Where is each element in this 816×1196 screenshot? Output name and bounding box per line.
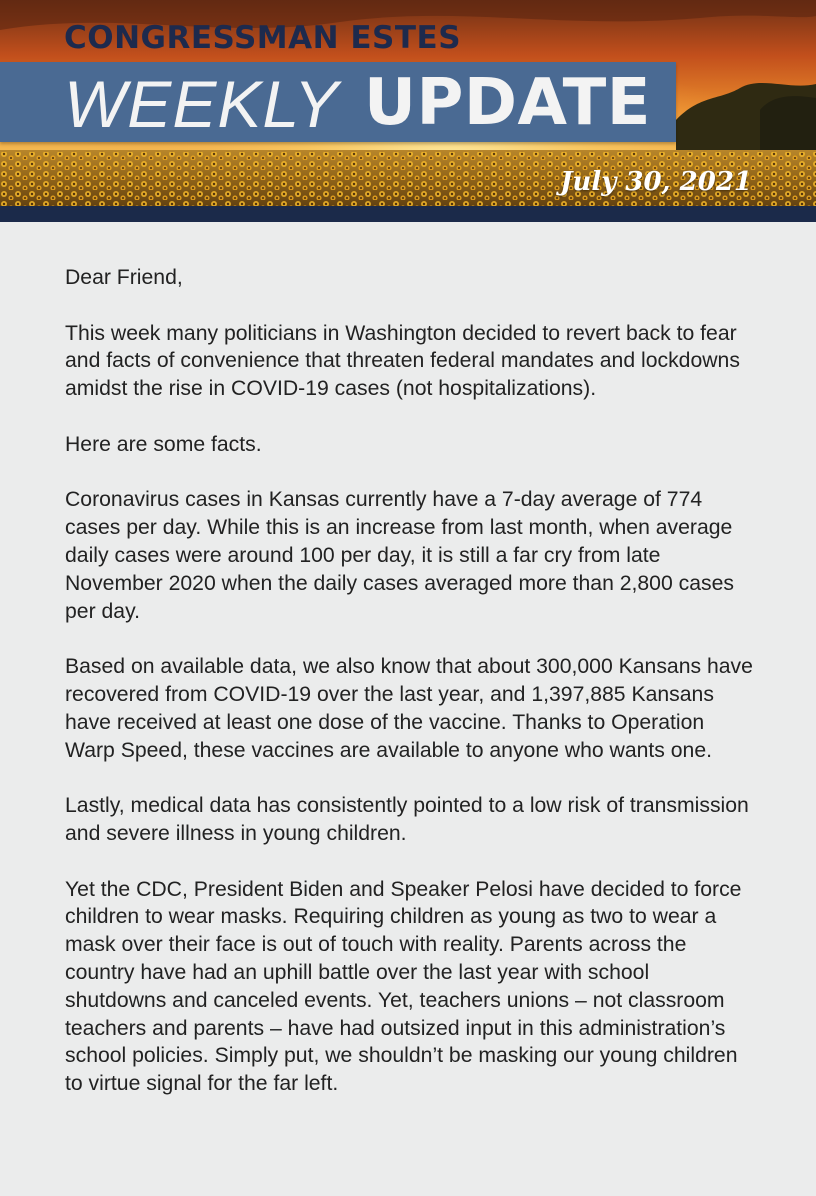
paragraph: Based on available data, we also know that about 300,000 Kansans have recovered from COVID-19 over the last year, and 1,397,885 Kansans have received at least one dose of the vaccine. Thanks to Operation Warp Speed, these vaccines are available to anyone who wants one. [65, 655, 753, 762]
header-divider-bar [0, 206, 816, 222]
paragraph: Coronavirus cases in Kansas currently have a 7-day average of 774 cases per day. While this is an increase from last month, when average daily cases were around 100 per day, it is still a far cry from late November 2020 when the daily cases averaged more than 2,800 cases per day. [65, 488, 734, 623]
paragraph: Lastly, medical data has consistently pointed to a low risk of transmission and severe illness in young children. [65, 794, 749, 845]
greeting: Dear Friend, [65, 266, 183, 289]
letter-body [65, 264, 755, 1126]
paragraph: Yet the CDC, President Biden and Speaker Pelosi have decided to force children to wear masks. Requiring children as young as two to wear a mask over their face is out of touch with reality. Parents across the country have had an uphill battle over the last year with school shutdowns and canceled events. Yet, teachers unions – not classroom teachers and parents – have had outsized input in this administration’s school policies. Simply put, we shouldn’t be masking our young children to virtue signal for the far left. [65, 877, 742, 1096]
paragraph: Here are some facts. [65, 432, 262, 456]
newsletter-header [0, 0, 816, 222]
title-update: UPDATE [364, 66, 651, 140]
newsletter-kicker: CONGRESSMAN ESTES [64, 20, 462, 56]
title-weekly: WEEKLY [64, 67, 340, 141]
issue-date: July 30, 2021 [560, 167, 752, 197]
title-banner [0, 62, 676, 142]
paragraph: This week many politicians in Washington decided to revert back to fear and facts of convenience that threaten federal mandates and lockdowns amidst the rise in COVID-19 cases (not hospitalizations). [65, 321, 740, 401]
